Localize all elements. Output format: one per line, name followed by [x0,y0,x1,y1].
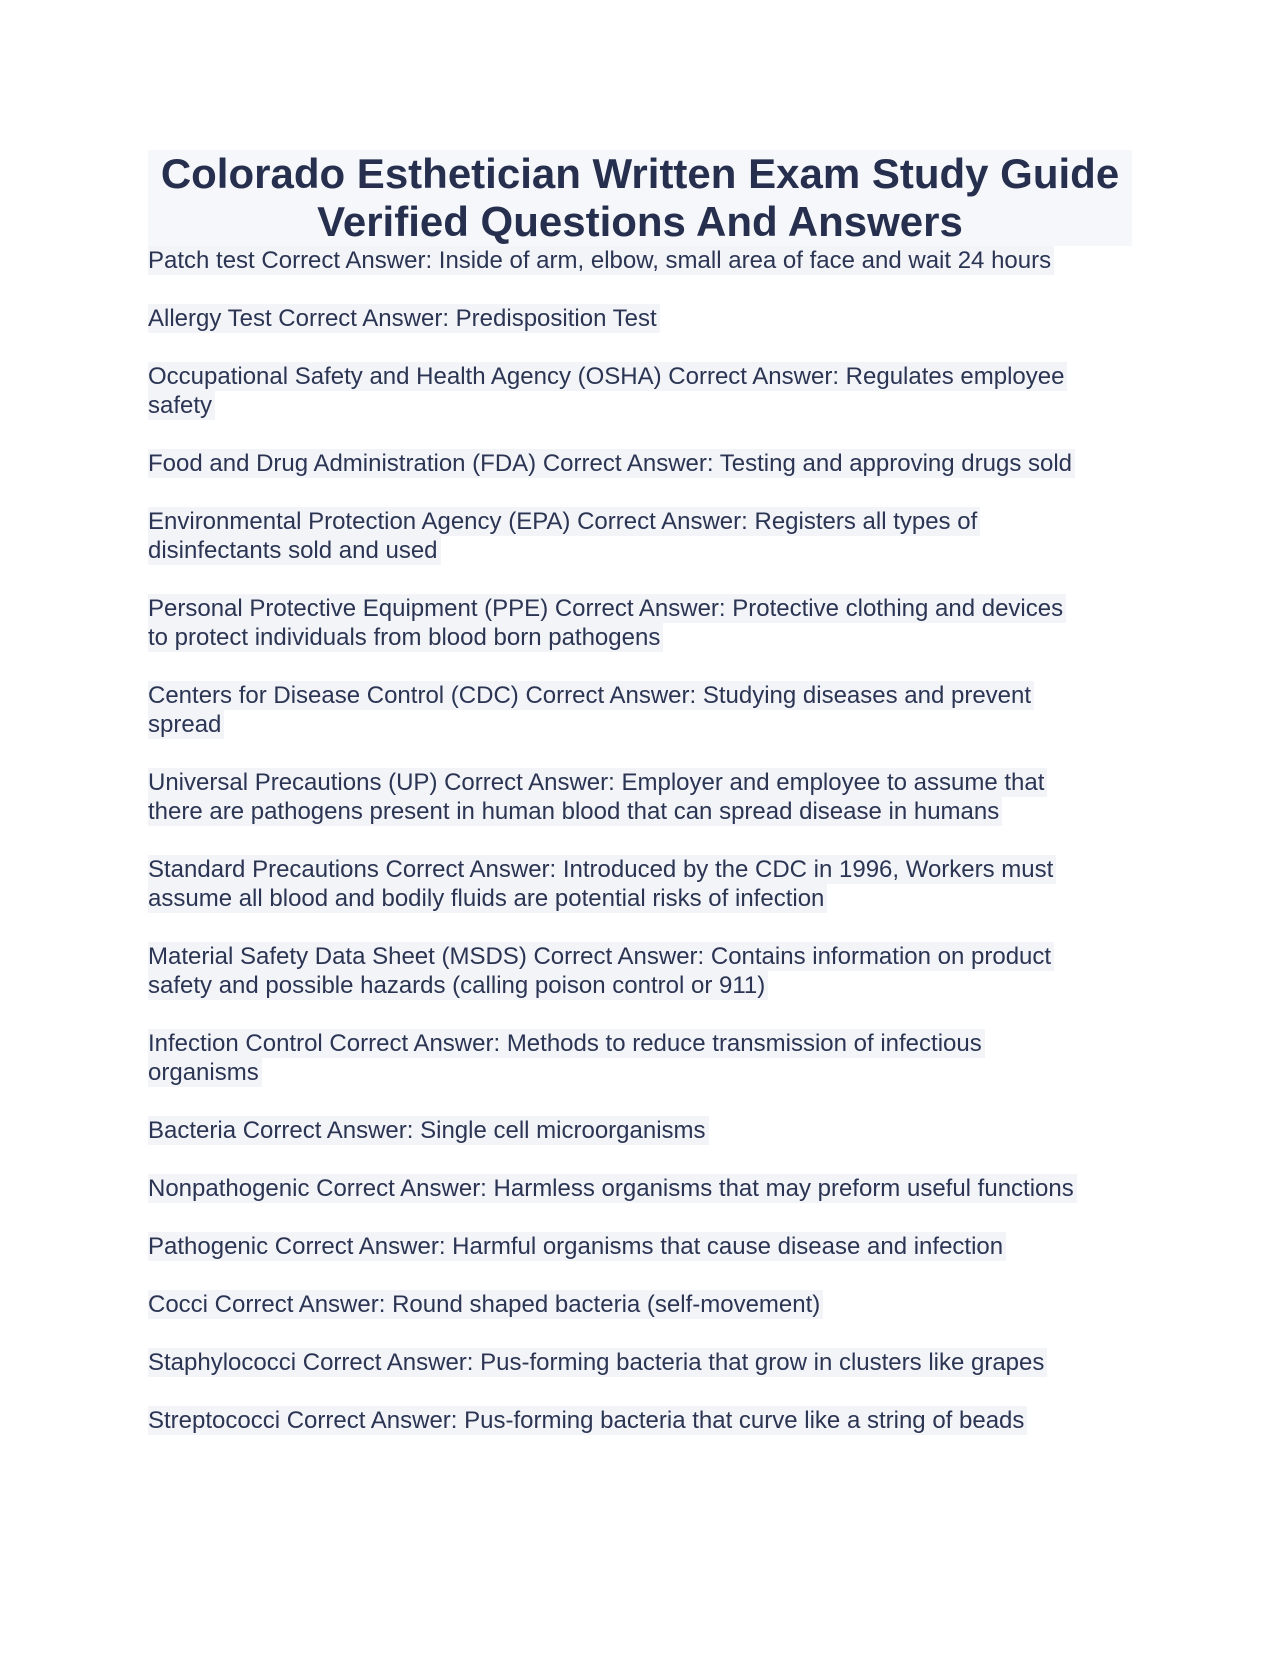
qa-text-line: Environmental Protection Agency (EPA) Correct Answer: Registers all types of [148,507,980,536]
qa-text-line: Nonpathogenic Correct Answer: Harmless organisms that may preform useful functions [148,1174,1077,1203]
qa-text-line: Universal Precautions (UP) Correct Answer: Employer and employee to assume that [148,768,1047,797]
qa-text-line: spread [148,710,224,739]
qa-text-line: Patch test Correct Answer: Inside of arm, elbow, small area of face and wait 24 hours [148,246,1054,275]
qa-item [148,1406,1148,1435]
qa-item [148,681,1148,739]
qa-item [148,855,1148,913]
qa-item [148,507,1148,565]
qa-item [148,1232,1148,1261]
qa-text-line: Infection Control Correct Answer: Methods to reduce transmission of infectious [148,1029,985,1058]
qa-item [148,942,1148,1000]
qa-item [148,1290,1148,1319]
qa-text-line: disinfectants sold and used [148,536,441,565]
qa-item [148,594,1148,652]
qa-text-line: Bacteria Correct Answer: Single cell microorganisms [148,1116,709,1145]
document-title [148,150,1132,246]
qa-text-line: Cocci Correct Answer: Round shaped bacteria (self-movement) [148,1290,823,1319]
qa-item [148,768,1148,826]
qa-text-line: Streptococci Correct Answer: Pus-forming bacteria that curve like a string of beads [148,1406,1027,1435]
qa-text-line: there are pathogens present in human blood that can spread disease in humans [148,797,1002,826]
title-line-1: Colorado Esthetician Written Exam Study Guide [160,150,1120,197]
qa-item [148,449,1148,478]
qa-text-line: to protect individuals from blood born pathogens [148,623,663,652]
qa-item [148,1174,1148,1203]
qa-item [148,246,1148,275]
qa-text-line: assume all blood and bodily fluids are potential risks of infection [148,884,827,913]
qa-text-line: organisms [148,1058,262,1087]
qa-text-line: Food and Drug Administration (FDA) Correct Answer: Testing and approving drugs sold [148,449,1075,478]
qa-text-line: Standard Precautions Correct Answer: Introduced by the CDC in 1996, Workers must [148,855,1056,884]
qa-text-line: safety [148,391,215,420]
qa-item [148,362,1148,420]
qa-text-line: Centers for Disease Control (CDC) Correct Answer: Studying diseases and prevent [148,681,1034,710]
qa-text-line: Material Safety Data Sheet (MSDS) Correct Answer: Contains information on product [148,942,1054,971]
qa-item [148,304,1148,333]
title-line-2: Verified Questions And Answers [317,198,963,245]
qa-list [148,246,1148,1464]
qa-item [148,1029,1148,1087]
qa-text-line: Staphylococci Correct Answer: Pus-forming bacteria that grow in clusters like grapes [148,1348,1047,1377]
qa-item [148,1348,1148,1377]
qa-text-line: safety and possible hazards (calling poison control or 911) [148,971,768,1000]
qa-text-line: Allergy Test Correct Answer: Predisposition Test [148,304,660,333]
qa-text-line: Occupational Safety and Health Agency (OSHA) Correct Answer: Regulates employee [148,362,1067,391]
qa-item [148,1116,1148,1145]
qa-text-line: Personal Protective Equipment (PPE) Correct Answer: Protective clothing and devices [148,594,1066,623]
qa-text-line: Pathogenic Correct Answer: Harmful organisms that cause disease and infection [148,1232,1006,1261]
